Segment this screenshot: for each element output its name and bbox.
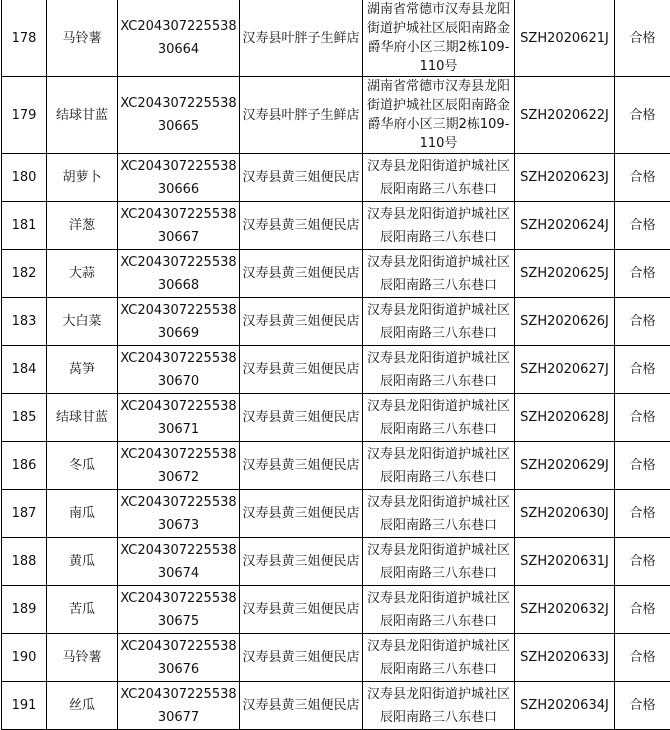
- table-row: [2, 250, 670, 298]
- row-number: 180: [2, 154, 47, 202]
- sample-code-line1: XC204307225538: [120, 539, 237, 562]
- sample-code-line2: 30664: [120, 38, 237, 61]
- sample-code-line2: 30670: [120, 370, 237, 393]
- shop-address: 湖南省常德市汉寿县龙阳街道护城社区辰阳南路金爵华府小区三期2栋109-110号: [363, 0, 515, 77]
- sample-code-line1: XC204307225538: [120, 15, 237, 38]
- shop-address: 湖南省常德市汉寿县龙阳街道护城社区辰阳南路金爵华府小区三期2栋109-110号: [363, 77, 515, 154]
- shop-address: 汉寿县龙阳街道护城社区辰阳南路三八东巷口: [363, 394, 515, 442]
- shop-address: 汉寿县龙阳街道护城社区辰阳南路三八东巷口: [363, 154, 515, 202]
- sample-name: 大蒜: [47, 250, 118, 298]
- sample-code-line1: XC204307225538: [120, 587, 237, 610]
- sample-name: 结球甘蓝: [47, 394, 118, 442]
- sample-name: 胡萝卜: [47, 154, 118, 202]
- sample-code: [118, 442, 240, 490]
- row-number: 188: [2, 538, 47, 586]
- row-number: 182: [2, 250, 47, 298]
- table-row: [2, 0, 670, 77]
- sample-code-line1: XC204307225538: [120, 299, 237, 322]
- shop-name: 汉寿县黄三姐便民店: [240, 202, 363, 250]
- sample-code-line1: XC204307225538: [120, 683, 237, 706]
- row-number: 187: [2, 490, 47, 538]
- sample-name: 黄瓜: [47, 538, 118, 586]
- report-number: SZH2020632J: [515, 586, 615, 634]
- sample-name: 马铃薯: [47, 634, 118, 682]
- table-row: [2, 154, 670, 202]
- sample-code: [118, 0, 240, 77]
- result-status: 合格: [615, 586, 670, 634]
- sample-code-line1: XC204307225538: [120, 635, 237, 658]
- report-number: SZH2020627J: [515, 346, 615, 394]
- report-number: SZH2020634J: [515, 682, 615, 730]
- report-number: SZH2020633J: [515, 634, 615, 682]
- sample-code-line1: XC204307225538: [120, 251, 237, 274]
- report-number: SZH2020622J: [515, 77, 615, 154]
- table-row: [2, 490, 670, 538]
- result-status: 合格: [615, 77, 670, 154]
- sample-code-line2: 30673: [120, 514, 237, 537]
- sample-code-line2: 30666: [120, 178, 237, 201]
- table-row: [2, 394, 670, 442]
- sample-code: [118, 298, 240, 346]
- report-number: SZH2020631J: [515, 538, 615, 586]
- sample-name: 大白菜: [47, 298, 118, 346]
- sample-code-line2: 30674: [120, 562, 237, 585]
- row-number: 179: [2, 77, 47, 154]
- table-row: [2, 586, 670, 634]
- table-row: [2, 77, 670, 154]
- row-number: 181: [2, 202, 47, 250]
- table-row: [2, 442, 670, 490]
- sample-code-line2: 30671: [120, 418, 237, 441]
- sample-code: [118, 346, 240, 394]
- result-status: 合格: [615, 538, 670, 586]
- sample-code: [118, 490, 240, 538]
- shop-address: 汉寿县龙阳街道护城社区辰阳南路三八东巷口: [363, 202, 515, 250]
- row-number: 189: [2, 586, 47, 634]
- shop-address: 汉寿县龙阳街道护城社区辰阳南路三八东巷口: [363, 346, 515, 394]
- report-number: SZH2020626J: [515, 298, 615, 346]
- table-row: [2, 346, 670, 394]
- sample-code-line1: XC204307225538: [120, 203, 237, 226]
- result-status: 合格: [615, 490, 670, 538]
- shop-address: 汉寿县龙阳街道护城社区辰阳南路三八东巷口: [363, 682, 515, 730]
- report-number: SZH2020630J: [515, 490, 615, 538]
- sample-code-line2: 30665: [120, 115, 237, 138]
- shop-name: 汉寿县黄三姐便民店: [240, 154, 363, 202]
- shop-name: 汉寿县黄三姐便民店: [240, 394, 363, 442]
- sample-code-line2: 30675: [120, 610, 237, 633]
- sample-code: [118, 538, 240, 586]
- shop-name: 汉寿县黄三姐便民店: [240, 538, 363, 586]
- shop-name: 汉寿县黄三姐便民店: [240, 442, 363, 490]
- shop-name: 汉寿县黄三姐便民店: [240, 586, 363, 634]
- sample-name: 结球甘蓝: [47, 77, 118, 154]
- sample-name: 马铃薯: [47, 0, 118, 77]
- report-number: SZH2020624J: [515, 202, 615, 250]
- sample-code-line1: XC204307225538: [120, 395, 237, 418]
- sample-name: 南瓜: [47, 490, 118, 538]
- result-status: 合格: [615, 250, 670, 298]
- sample-code-line1: XC204307225538: [120, 92, 237, 115]
- table-body: [2, 0, 670, 730]
- sample-code-line2: 30672: [120, 466, 237, 489]
- result-status: 合格: [615, 634, 670, 682]
- row-number: 185: [2, 394, 47, 442]
- sample-name: 丝瓜: [47, 682, 118, 730]
- sample-code-line2: 30677: [120, 706, 237, 729]
- row-number: 183: [2, 298, 47, 346]
- sample-name: 洋葱: [47, 202, 118, 250]
- sample-code-line2: 30667: [120, 226, 237, 249]
- row-number: 186: [2, 442, 47, 490]
- shop-name: 汉寿县黄三姐便民店: [240, 298, 363, 346]
- sample-code: [118, 634, 240, 682]
- table-row: [2, 634, 670, 682]
- sample-code: [118, 202, 240, 250]
- sample-code: [118, 154, 240, 202]
- report-number: SZH2020629J: [515, 442, 615, 490]
- shop-address: 汉寿县龙阳街道护城社区辰阳南路三八东巷口: [363, 442, 515, 490]
- sample-code-line1: XC204307225538: [120, 491, 237, 514]
- sample-code-line2: 30668: [120, 274, 237, 297]
- shop-address: 汉寿县龙阳街道护城社区辰阳南路三八东巷口: [363, 490, 515, 538]
- table-row: [2, 298, 670, 346]
- shop-name: 汉寿县黄三姐便民店: [240, 490, 363, 538]
- sample-code: [118, 682, 240, 730]
- row-number: 190: [2, 634, 47, 682]
- table-row: [2, 538, 670, 586]
- table-row: [2, 202, 670, 250]
- report-number: SZH2020628J: [515, 394, 615, 442]
- result-status: 合格: [615, 394, 670, 442]
- result-status: 合格: [615, 442, 670, 490]
- result-status: 合格: [615, 346, 670, 394]
- sample-name: 苦瓜: [47, 586, 118, 634]
- shop-name: 汉寿县黄三姐便民店: [240, 634, 363, 682]
- sample-name: 莴笋: [47, 346, 118, 394]
- shop-name: 汉寿县黄三姐便民店: [240, 250, 363, 298]
- shop-address: 汉寿县龙阳街道护城社区辰阳南路三八东巷口: [363, 250, 515, 298]
- shop-name: 汉寿县叶胖子生鲜店: [240, 77, 363, 154]
- result-status: 合格: [615, 0, 670, 77]
- sample-code-line2: 30676: [120, 658, 237, 681]
- result-status: 合格: [615, 682, 670, 730]
- row-number: 191: [2, 682, 47, 730]
- result-status: 合格: [615, 154, 670, 202]
- sample-code-line2: 30669: [120, 322, 237, 345]
- report-number: SZH2020621J: [515, 0, 615, 77]
- shop-name: 汉寿县黄三姐便民店: [240, 682, 363, 730]
- row-number: 178: [2, 0, 47, 77]
- report-number: SZH2020625J: [515, 250, 615, 298]
- inspection-results-table: [1, 0, 670, 730]
- shop-address: 汉寿县龙阳街道护城社区辰阳南路三八东巷口: [363, 538, 515, 586]
- shop-address: 汉寿县龙阳街道护城社区辰阳南路三八东巷口: [363, 586, 515, 634]
- sample-name: 冬瓜: [47, 442, 118, 490]
- result-status: 合格: [615, 202, 670, 250]
- shop-name: 汉寿县黄三姐便民店: [240, 346, 363, 394]
- sample-code: [118, 394, 240, 442]
- sample-code: [118, 77, 240, 154]
- sample-code-line1: XC204307225538: [120, 347, 237, 370]
- report-number: SZH2020623J: [515, 154, 615, 202]
- shop-address: 汉寿县龙阳街道护城社区辰阳南路三八东巷口: [363, 298, 515, 346]
- table-row: [2, 682, 670, 730]
- row-number: 184: [2, 346, 47, 394]
- sample-code-line1: XC204307225538: [120, 443, 237, 466]
- result-status: 合格: [615, 298, 670, 346]
- shop-name: 汉寿县叶胖子生鲜店: [240, 0, 363, 77]
- sample-code: [118, 250, 240, 298]
- sample-code-line1: XC204307225538: [120, 155, 237, 178]
- shop-address: 汉寿县龙阳街道护城社区辰阳南路三八东巷口: [363, 634, 515, 682]
- sample-code: [118, 586, 240, 634]
